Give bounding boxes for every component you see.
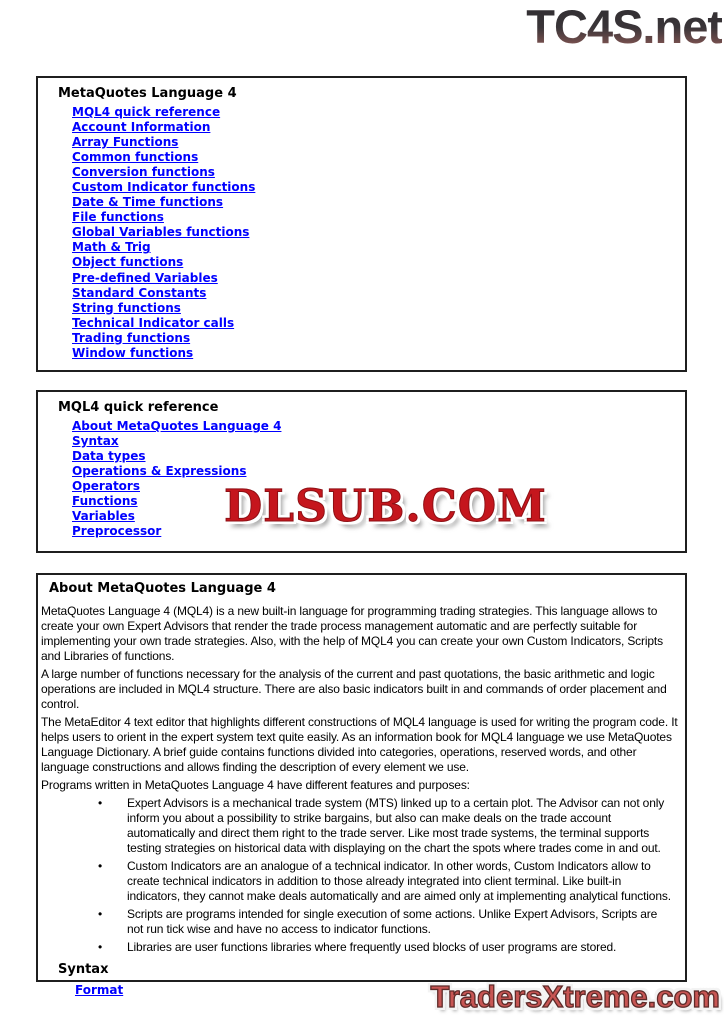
paragraph: Programs written in MetaQuotes Language 4 have different features and purposes:: [41, 778, 470, 792]
nav-link[interactable]: String functions: [72, 300, 181, 315]
bullet-item: • Libraries are user functions libraries where frequently used blocks of user programs are stored.: [127, 940, 673, 955]
nav-link[interactable]: Technical Indicator calls: [72, 315, 235, 330]
dlsub-watermark: DLSUB.COM: [224, 481, 547, 532]
nav-link[interactable]: Operators: [72, 479, 140, 494]
nav-link[interactable]: Date & Time functions: [72, 195, 224, 210]
nav-link[interactable]: About MetaQuotes Language 4: [72, 419, 282, 433]
nav-link[interactable]: Syntax: [72, 434, 119, 449]
nav-link[interactable]: Functions: [72, 494, 138, 509]
syntax-subheading: Syntax: [58, 962, 109, 977]
nav-link[interactable]: Data types: [72, 449, 146, 464]
nav-link[interactable]: Array Functions: [72, 135, 179, 150]
nav-link[interactable]: Standard Constants: [72, 285, 207, 300]
nav-link[interactable]: Conversion functions: [72, 165, 215, 180]
bullet-item: • Expert Advisors is a mechanical trade system (MTS) linked up to a certain plot. The Advisor can not only inform you about a possibility to strike bargains, but also can make deals on the trade account automatically and direct them right to the trade server. Like most trade systems, the terminal supports testing strategies on historical data with displaying on the chart the spots where trades come in and out.: [127, 796, 673, 856]
box1-title: MetaQuotes Language 4: [58, 86, 237, 101]
paragraph: A large number of functions necessary for the analysis of the current and past quotations, the basic arithmetic and logic operations are included in MQL4 structure. There are also basic indicators built in and commands of order placement and control.: [41, 667, 667, 711]
format-link[interactable]: Format: [75, 983, 124, 997]
article-paragraphs: [41, 604, 679, 793]
nav-link[interactable]: Pre-defined Variables: [72, 270, 218, 285]
paragraph: The MetaEditor 4 text editor that highlights different constructions of MQL4 language is used for writing the program code. It helps users to orient in the expert system text quite easily. As an information book for MQL4 language we use MetaQuotes Language Dictionary. A brief guide contains functions divided into categories, operations, reserved words, and other language constructions and allows finding the description of every element we use.: [41, 715, 678, 774]
nav-link[interactable]: Account Information: [72, 120, 211, 135]
box2-title: MQL4 quick reference: [58, 400, 219, 415]
site-logo-tc4s: TC4S.net: [526, 0, 722, 53]
nav-link[interactable]: Preprocessor: [72, 524, 162, 539]
nav-link[interactable]: Window functions: [72, 345, 194, 360]
box1-link-list: [72, 105, 685, 361]
nav-link[interactable]: Object functions: [72, 255, 184, 270]
nav-link[interactable]: Variables: [72, 509, 135, 524]
nav-box-metaquotes-language-4: [36, 76, 687, 372]
site-logo-tradersxtreme: TradersXtreme.com: [430, 979, 720, 1014]
nav-link[interactable]: Global Variables functions: [72, 225, 250, 240]
nav-link[interactable]: Common functions: [72, 150, 199, 165]
nav-link[interactable]: Operations & Expressions: [72, 464, 247, 479]
article-about-mql4: [36, 573, 687, 997]
nav-link[interactable]: Custom Indicator functions: [72, 180, 256, 195]
bullet-item: • Custom Indicators are an analogue of a technical indicator. In other words, Custom Indicators allow to create technical indicators in addition to those already integrated into client terminal. Like built-in indicators, they cannot make deals automatically and are aimed only at implementing analytical functions.: [127, 859, 673, 904]
paragraph: MetaQuotes Language 4 (MQL4) is a new built-in language for programming trading strategies. This language allows to create your own Expert Advisors that render the trade process management automatic and are perfectly suitable for implementing your own trade strategies. Also, with the help of MQL4 you can create your own Custom Indicators, Scripts and Libraries of functions.: [41, 604, 663, 663]
nav-link[interactable]: File functions: [72, 210, 164, 225]
bullet-item: • Scripts are programs intended for single execution of some actions. Unlike Expert Advisors, Scripts are not run tick wise and have no access to indicator functions.: [127, 907, 673, 937]
nav-link[interactable]: MQL4 quick reference: [72, 105, 221, 119]
nav-link[interactable]: Math & Trig: [72, 240, 151, 255]
article-title: About MetaQuotes Language 4: [49, 581, 276, 596]
article-bullet-list: [41, 796, 679, 955]
nav-link[interactable]: Trading functions: [72, 330, 191, 345]
